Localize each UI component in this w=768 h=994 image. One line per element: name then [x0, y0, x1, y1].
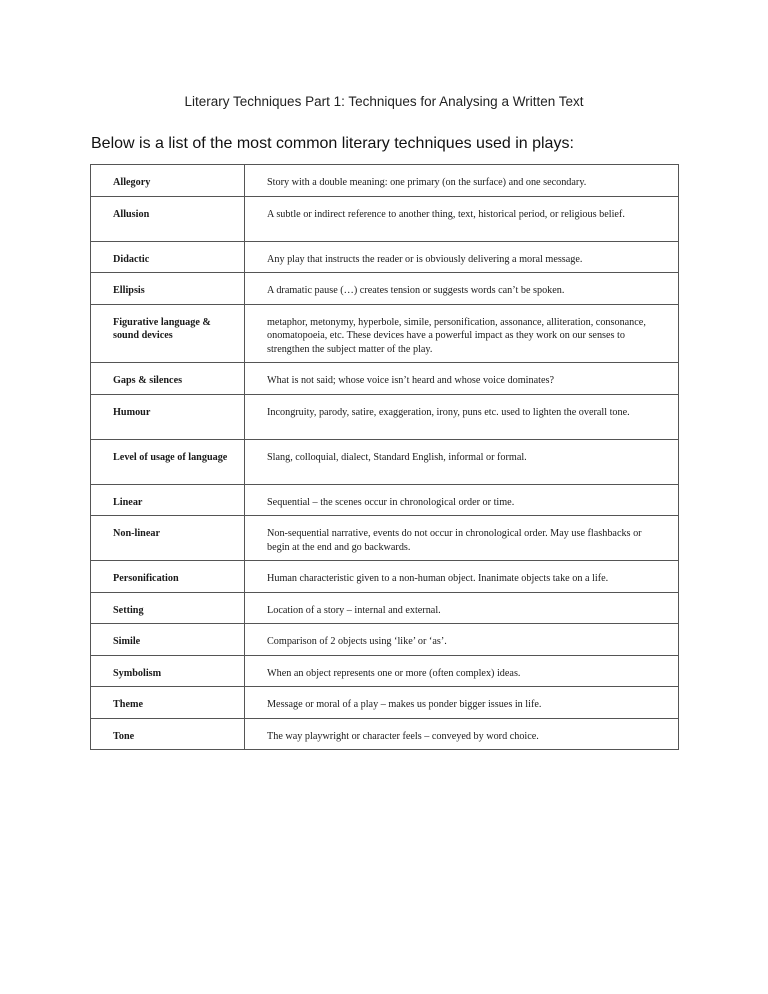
table-row: [91, 196, 679, 241]
technique-term: Figurative language & sound devices: [91, 304, 245, 363]
technique-definition: A subtle or indirect reference to another thing, text, historical period, or religious belief.: [245, 196, 679, 241]
table-row: [91, 592, 679, 624]
technique-definition: metaphor, metonymy, hyperbole, simile, personification, assonance, alliteration, consonance, onomatopoeia, etc. These devices have a powerful impact as they work on our senses to strengthen the subject matter of the play.: [245, 304, 679, 363]
technique-definition: Any play that instructs the reader or is obviously delivering a moral message.: [245, 241, 679, 273]
table-row: [91, 394, 679, 439]
technique-definition: The way playwright or character feels – conveyed by word choice.: [245, 718, 679, 750]
technique-term: Level of usage of language: [91, 439, 245, 484]
technique-definition: Sequential – the scenes occur in chronological order or time.: [245, 484, 679, 516]
technique-term: Linear: [91, 484, 245, 516]
technique-term: Allegory: [91, 165, 245, 197]
techniques-table-container: [90, 164, 678, 750]
technique-term: Allusion: [91, 196, 245, 241]
table-row: [91, 363, 679, 395]
technique-term: Humour: [91, 394, 245, 439]
technique-term: Simile: [91, 624, 245, 656]
technique-definition: Message or moral of a play – makes us ponder bigger issues in life.: [245, 687, 679, 719]
technique-definition: Human characteristic given to a non-human object. Inanimate objects take on a life.: [245, 561, 679, 593]
technique-definition: Comparison of 2 objects using ‘like’ or ‘as’.: [245, 624, 679, 656]
technique-term: Theme: [91, 687, 245, 719]
table-row: [91, 241, 679, 273]
table-row: [91, 655, 679, 687]
technique-definition: Incongruity, parody, satire, exaggeration, irony, puns etc. used to lighten the overall tone.: [245, 394, 679, 439]
technique-definition: Story with a double meaning: one primary (on the surface) and one secondary.: [245, 165, 679, 197]
technique-definition: Location of a story – internal and external.: [245, 592, 679, 624]
page-title: Literary Techniques Part 1: Techniques for Analysing a Written Text: [184, 94, 584, 109]
technique-term: Gaps & silences: [91, 363, 245, 395]
technique-term: Didactic: [91, 241, 245, 273]
table-row: [91, 687, 679, 719]
technique-definition: Slang, colloquial, dialect, Standard English, informal or formal.: [245, 439, 679, 484]
technique-term: Tone: [91, 718, 245, 750]
technique-term: Ellipsis: [91, 273, 245, 305]
technique-term: Personification: [91, 561, 245, 593]
technique-definition: A dramatic pause (…) creates tension or suggests words can’t be spoken.: [245, 273, 679, 305]
technique-definition: When an object represents one or more (often complex) ideas.: [245, 655, 679, 687]
table-row: [91, 439, 679, 484]
technique-term: Non-linear: [91, 516, 245, 561]
table-row: [91, 484, 679, 516]
technique-definition: Non-sequential narrative, events do not occur in chronological order. May use flashbacks or begin at the end and go backwards.: [245, 516, 679, 561]
intro-text: Below is a list of the most common literary techniques used in plays:: [91, 135, 574, 152]
technique-term: Setting: [91, 592, 245, 624]
table-row: [91, 561, 679, 593]
table-row: [91, 273, 679, 305]
technique-definition: What is not said; whose voice isn’t heard and whose voice dominates?: [245, 363, 679, 395]
table-row: [91, 624, 679, 656]
table-row: [91, 718, 679, 750]
table-row: [91, 165, 679, 197]
technique-term: Symbolism: [91, 655, 245, 687]
techniques-table: [90, 164, 679, 750]
table-row: [91, 516, 679, 561]
table-row: [91, 304, 679, 363]
